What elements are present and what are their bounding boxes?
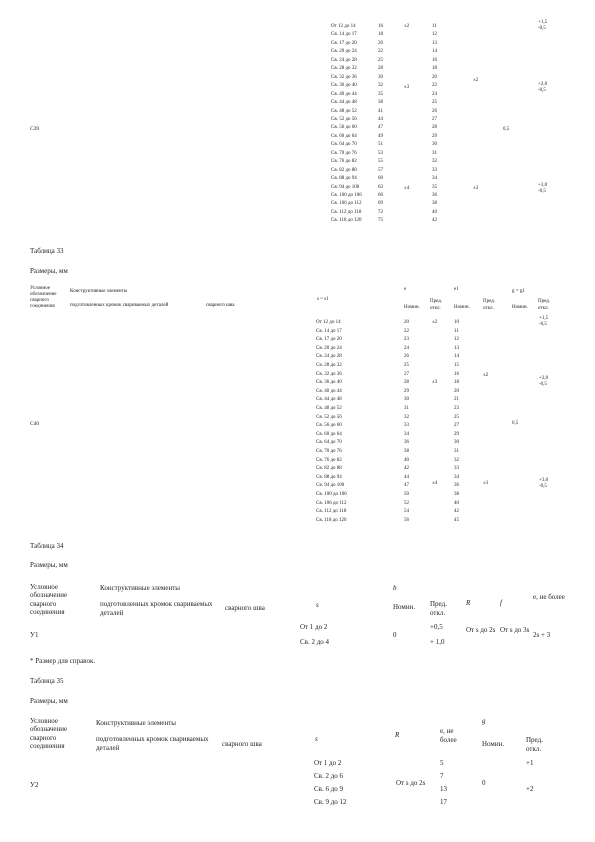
table33-head-e: e <box>404 287 407 292</box>
table35-head-R: R <box>395 731 400 739</box>
t33-e1-cell: 10 <box>454 320 459 325</box>
top-e-cell: 44 <box>378 116 383 122</box>
table33-head-s: s = s1 <box>317 297 329 302</box>
t33-e1-cell: 36 <box>454 483 459 489</box>
top-s-cell: Св. 100 до 106 <box>331 193 362 198</box>
t33-e-cell: 25 <box>404 363 409 368</box>
t33-e-cell: 36 <box>404 440 409 446</box>
t33-s-cell: Св. 76 до 82 <box>316 457 342 463</box>
top-s-cell: Св. 48 до 52 <box>331 108 357 114</box>
top-e1-cell: 20 <box>432 74 437 80</box>
t33-s-cell: Св. 28 до 32 <box>316 363 342 368</box>
t34-f: От s до 3s <box>500 626 530 634</box>
t34-b-nom: 0 <box>393 631 397 639</box>
joint-c40: С40 <box>30 421 40 427</box>
table34-head-joint: Условное обозначение сварного соединения <box>30 583 68 617</box>
t33-e1-cell: 34 <box>454 474 459 480</box>
t33-s-cell: Св. 112 до 118 <box>316 509 347 515</box>
t33-g-tol-2: +2,0 -0,5 <box>539 376 549 387</box>
table34-head-b: b <box>393 584 397 592</box>
t35-e-row-3: 13 <box>440 785 447 793</box>
top-e1-cell: 31 <box>432 150 437 156</box>
t33-s-cell: Св. 32 до 36 <box>316 371 342 377</box>
table33-head-prepared: подготовленных кромок свариваемых деталей <box>70 303 169 308</box>
table33-units: Размеры, мм <box>30 267 68 275</box>
t33-e-cell: 31 <box>404 406 409 411</box>
top-e-cell: 25 <box>378 57 383 63</box>
top-e-cell: 66 <box>378 193 383 198</box>
t33-e1-cell: 20 <box>454 388 459 394</box>
top-e1-cell: 32 <box>432 159 437 165</box>
t33-e-cell: 22 <box>404 328 409 334</box>
t33-s-cell: От 12 до 14 <box>316 320 341 325</box>
t33-e-cell: 34 <box>404 431 409 437</box>
t33-e1-cell: 38 <box>454 492 459 497</box>
table35-caption: Таблица 35 <box>30 677 64 685</box>
t34-b-dev-2: + 1,0 <box>430 638 445 646</box>
top-s-cell: Св. 56 до 60 <box>331 125 357 131</box>
top-g-tol-1: +1,5 -0,5 <box>538 20 548 31</box>
top-e-cell: 60 <box>378 176 383 182</box>
table33-head-dev-g: Пред. откл. <box>538 299 551 311</box>
top-tol-e-1: ±2 <box>404 24 410 29</box>
top-e-cell: 32 <box>378 83 383 89</box>
t33-e-cell: 30 <box>404 397 409 403</box>
top-tol-e-2: ±3 <box>404 85 410 90</box>
top-e1-cell: 28 <box>432 125 437 131</box>
top-s-cell: Св. 70 до 76 <box>331 150 357 156</box>
top-e1-cell: 34 <box>432 176 437 182</box>
table33-head-e1: e1 <box>454 287 459 292</box>
top-s-cell: Св. 60 до 64 <box>331 133 357 139</box>
table34-head-prepared: подготовленных кромок свариваемых деталей <box>100 600 213 617</box>
t35-s-row-4: Св. 9 до 12 <box>314 798 347 806</box>
top-e1-cell: 11 <box>432 24 437 29</box>
top-s-cell: Св. 76 до 82 <box>331 159 357 165</box>
top-e1-cell: 40 <box>432 209 437 215</box>
t33-e1-cell: 23 <box>454 406 459 411</box>
t33-s-cell: Св. 48 до 52 <box>316 406 342 411</box>
table35-head-e: e, не более <box>440 727 457 744</box>
t33-s-cell: Св. 52 до 56 <box>316 414 342 420</box>
top-e1-cell: 22 <box>432 83 437 89</box>
top-s-cell: Св. 88 до 94 <box>331 176 357 182</box>
top-s-cell: Св. 44 до 48 <box>331 100 357 106</box>
t34-R: От s до 2s <box>466 626 496 634</box>
t33-e1-cell: 40 <box>454 500 459 506</box>
t34-b-dev-1: +0,5 <box>430 623 443 631</box>
t33-e-cell: 47 <box>404 483 409 489</box>
table35-head-joint: Условное обозначение сварного соединения <box>30 717 68 751</box>
table33-head-dev-e: Пред. откл. <box>430 299 443 311</box>
joint-u2: У2 <box>30 781 39 789</box>
t33-e1-cell: 15 <box>454 363 459 368</box>
table34-head-elements: Конструктивные элементы <box>100 584 180 592</box>
top-s-cell: Св. 20 до 24 <box>331 49 357 55</box>
table33-head-nom-e: Номин. <box>404 305 420 310</box>
table35-head-nom: Номин. <box>482 740 505 748</box>
t33-s-cell: Св. 24 до 28 <box>316 354 342 360</box>
top-e1-cell: 38 <box>432 201 437 207</box>
table34-units: Размеры, мм <box>30 561 68 569</box>
top-s-cell: Св. 64 до 70 <box>331 142 357 148</box>
top-s-cell: Св. 94 до 100 <box>331 184 360 190</box>
t33-s-cell: Св. 20 до 24 <box>316 345 342 351</box>
top-s-cell: Св. 82 до 88 <box>331 167 357 173</box>
t33-s-cell: Св. 118 до 120 <box>316 517 347 523</box>
joint-c39: С39 <box>30 126 40 132</box>
t35-g-dev-1: +1 <box>526 759 534 767</box>
t33-tol-e-3: ±4 <box>432 481 438 486</box>
table34-caption: Таблица 34 <box>30 542 64 550</box>
t33-s-cell: Св. 36 до 40 <box>316 380 342 386</box>
t33-e1-cell: 42 <box>454 509 459 515</box>
t35-s-row-2: Св. 2 до 6 <box>314 772 344 780</box>
top-e-cell: 47 <box>378 125 383 131</box>
top-e1-cell: 12 <box>432 32 437 38</box>
t33-s-cell: Св. 17 до 20 <box>316 337 342 343</box>
table33-head-elements: Конструктивные элементы <box>70 289 128 294</box>
table35-head-weld: сварного шва <box>222 740 262 748</box>
t35-e-row-2: 7 <box>440 772 444 780</box>
t33-e-cell: 38 <box>404 449 409 454</box>
top-e1-cell: 29 <box>432 133 437 139</box>
t34-s-row-2: Св. 2 до 4 <box>300 638 330 646</box>
t34-s-row-1: От 1 до 2 <box>300 623 328 631</box>
top-tol-e-3: ±4 <box>404 186 410 191</box>
top-s-cell: Св. 14 до 17 <box>331 32 357 38</box>
table33-caption: Таблица 33 <box>30 247 64 255</box>
t33-s-cell: Св. 82 до 88 <box>316 466 342 472</box>
top-e1-cell: 14 <box>432 49 437 55</box>
top-g-tol-3: +3,0 -0,5 <box>538 183 548 194</box>
top-s-cell: Св. 40 до 44 <box>331 91 357 97</box>
table33-head-joint: Условное обозначение сварного соединения <box>30 286 57 309</box>
footnote: * Размер для справок. <box>30 657 96 665</box>
top-tol-e1-2: ±3 <box>473 186 479 191</box>
t35-s-row-1: От 1 до 2 <box>314 759 342 767</box>
top-e-cell: 55 <box>378 159 383 165</box>
t33-s-cell: Св. 44 до 48 <box>316 397 342 403</box>
t33-tol-e-1: ±2 <box>432 320 438 325</box>
top-e-cell: 72 <box>378 209 383 215</box>
table34-head-weld: сварного шва <box>225 604 265 612</box>
top-e-cell: 35 <box>378 91 383 97</box>
table33-head-nom-e1: Номин. <box>454 305 470 310</box>
t33-e1-cell: 12 <box>454 337 459 343</box>
t34-e: 2s + 3 <box>533 631 551 639</box>
t33-tol-e-2: ±3 <box>432 380 438 385</box>
top-s-cell: Св. 32 до 36 <box>331 74 357 80</box>
table33-head-weld: сварного шва <box>206 303 235 308</box>
t33-e1-cell: 27 <box>454 423 459 429</box>
top-e1-cell: 27 <box>432 116 437 122</box>
t33-s-cell: Св. 100 до 106 <box>316 492 347 497</box>
t33-e-cell: 32 <box>404 414 409 420</box>
table35-units: Размеры, мм <box>30 697 68 705</box>
top-s-cell: Св. 106 до 112 <box>331 201 362 207</box>
t35-R: От s до 2s <box>396 779 426 787</box>
t33-e-cell: 33 <box>404 423 409 429</box>
t33-e1-cell: 16 <box>454 371 459 377</box>
top-s-cell: Св. 17 до 20 <box>331 40 357 46</box>
top-e1-cell: 36 <box>432 193 437 198</box>
top-s-cell: От 12 до 14 <box>331 24 356 29</box>
t33-e-cell: 27 <box>404 371 409 377</box>
t33-s-cell: Св. 64 до 70 <box>316 440 342 446</box>
t33-e-cell: 29 <box>404 388 409 394</box>
top-e-cell: 57 <box>378 167 383 173</box>
table35-head-s: s <box>315 735 318 743</box>
top-s-cell: Св. 36 до 40 <box>331 83 357 89</box>
t35-e-row-4: 17 <box>440 798 447 806</box>
top-e-cell: 28 <box>378 66 383 72</box>
t33-e1-cell: 31 <box>454 449 459 454</box>
top-e-cell: 53 <box>378 150 383 156</box>
table33-head-dev-e1: Пред. откл. <box>483 299 496 311</box>
t33-s-cell: Св. 56 до 60 <box>316 423 342 429</box>
t33-e-cell: 20 <box>404 320 409 325</box>
t33-s-cell: Св. 106 до 112 <box>316 500 347 506</box>
top-e-cell: 75 <box>378 218 383 224</box>
top-tol-e1-1: ±2 <box>473 78 479 83</box>
top-e-cell: 69 <box>378 201 383 207</box>
joint-u1: У1 <box>30 631 39 639</box>
top-e1-cell: 42 <box>432 218 437 224</box>
top-s-cell: Св. 112 до 118 <box>331 209 362 215</box>
table34-head-s: s <box>316 601 319 609</box>
top-g1: 0,5 <box>503 127 510 132</box>
t33-s-cell: Св. 14 до 17 <box>316 328 342 334</box>
top-e-cell: 49 <box>378 133 383 139</box>
top-s-cell: Св. 24 до 28 <box>331 57 357 63</box>
t33-e-cell: 52 <box>404 500 409 506</box>
t33-s-cell: Св. 94 до 100 <box>316 483 345 489</box>
t33-e1-cell: 33 <box>454 466 459 472</box>
t33-e1-cell: 18 <box>454 380 459 386</box>
t33-tol-e1-2: ±3 <box>483 481 489 486</box>
table34-head-e: e, не более <box>533 593 565 601</box>
top-e-cell: 63 <box>378 184 383 190</box>
table35-head-g: g <box>482 717 486 725</box>
top-e1-cell: 35 <box>432 184 437 190</box>
t33-e-cell: 42 <box>404 466 409 472</box>
top-e1-cell: 26 <box>432 108 437 114</box>
t33-e1-cell: 11 <box>454 328 459 334</box>
top-e-cell: 38 <box>378 100 383 106</box>
t33-e1-cell: 30 <box>454 440 459 446</box>
top-e1-cell: 33 <box>432 167 437 173</box>
t33-e-cell: 54 <box>404 509 409 515</box>
t33-s-cell: Св. 60 до 64 <box>316 431 342 437</box>
t33-e1-cell: 13 <box>454 345 459 351</box>
t33-e-cell: 24 <box>404 345 409 351</box>
t33-e-cell: 26 <box>404 354 409 360</box>
table34-head-R: R <box>466 599 471 607</box>
t33-s-cell: Св. 88 до 94 <box>316 474 342 480</box>
top-e-cell: 16 <box>378 24 383 29</box>
t35-e-row-1: 5 <box>440 759 444 767</box>
top-e-cell: 22 <box>378 49 383 55</box>
t33-e-cell: 50 <box>404 492 409 497</box>
top-e1-cell: 18 <box>432 66 437 72</box>
t33-tol-e1-1: ±2 <box>483 373 489 378</box>
t33-e1-cell: 45 <box>454 517 459 523</box>
t33-g-tol-1: +1,5 -0,5 <box>539 316 549 327</box>
top-e1-cell: 30 <box>432 142 437 148</box>
t33-g-tol-3: +3,0 -0,5 <box>539 478 549 489</box>
table35-head-dev: Пред. откл. <box>526 736 543 753</box>
t33-e1-cell: 14 <box>454 354 459 360</box>
top-e1-cell: 16 <box>432 57 437 63</box>
t35-g-nom: 0 <box>482 779 486 787</box>
t33-e1-cell: 29 <box>454 431 459 437</box>
t33-g1: 0,5 <box>512 421 519 426</box>
t33-e-cell: 40 <box>404 457 409 463</box>
table34-head-nom: Номин. <box>393 603 416 611</box>
top-e1-cell: 24 <box>432 91 437 97</box>
top-e-cell: 20 <box>378 40 383 46</box>
top-s-cell: Св. 52 до 56 <box>331 116 357 122</box>
t33-s-cell: Св. 70 до 76 <box>316 449 342 454</box>
top-e-cell: 41 <box>378 108 383 114</box>
top-e1-cell: 25 <box>432 100 437 106</box>
t33-e-cell: 28 <box>404 380 409 386</box>
table33-head-nom-g: Номин. <box>512 305 528 310</box>
top-s-cell: Св. 28 до 32 <box>331 66 357 72</box>
t33-e1-cell: 32 <box>454 457 459 463</box>
table33-head-g: g = g1 <box>512 289 525 294</box>
t35-g-dev-2: +2 <box>526 785 534 793</box>
t33-e1-cell: 21 <box>454 397 459 403</box>
table35-head-elements: Конструктивные элементы <box>96 719 176 727</box>
top-e-cell: 51 <box>378 142 383 148</box>
top-e-cell: 18 <box>378 32 383 38</box>
t33-e1-cell: 25 <box>454 414 459 420</box>
top-e1-cell: 13 <box>432 40 437 46</box>
top-g-tol-2: +2,0 -0,5 <box>538 82 548 93</box>
table35-head-prepared: подготовленных кромок свариваемых деталей <box>96 735 209 752</box>
t33-e-cell: 56 <box>404 517 409 523</box>
top-e-cell: 30 <box>378 74 383 80</box>
t33-e-cell: 44 <box>404 474 409 480</box>
t33-s-cell: Св. 40 до 44 <box>316 388 342 394</box>
table34-head-dev: Пред. откл. <box>430 600 447 617</box>
t35-s-row-3: Св. 6 до 9 <box>314 785 344 793</box>
t33-e-cell: 23 <box>404 337 409 343</box>
table34-head-f: f <box>500 599 502 607</box>
top-s-cell: Св. 118 до 120 <box>331 218 362 224</box>
